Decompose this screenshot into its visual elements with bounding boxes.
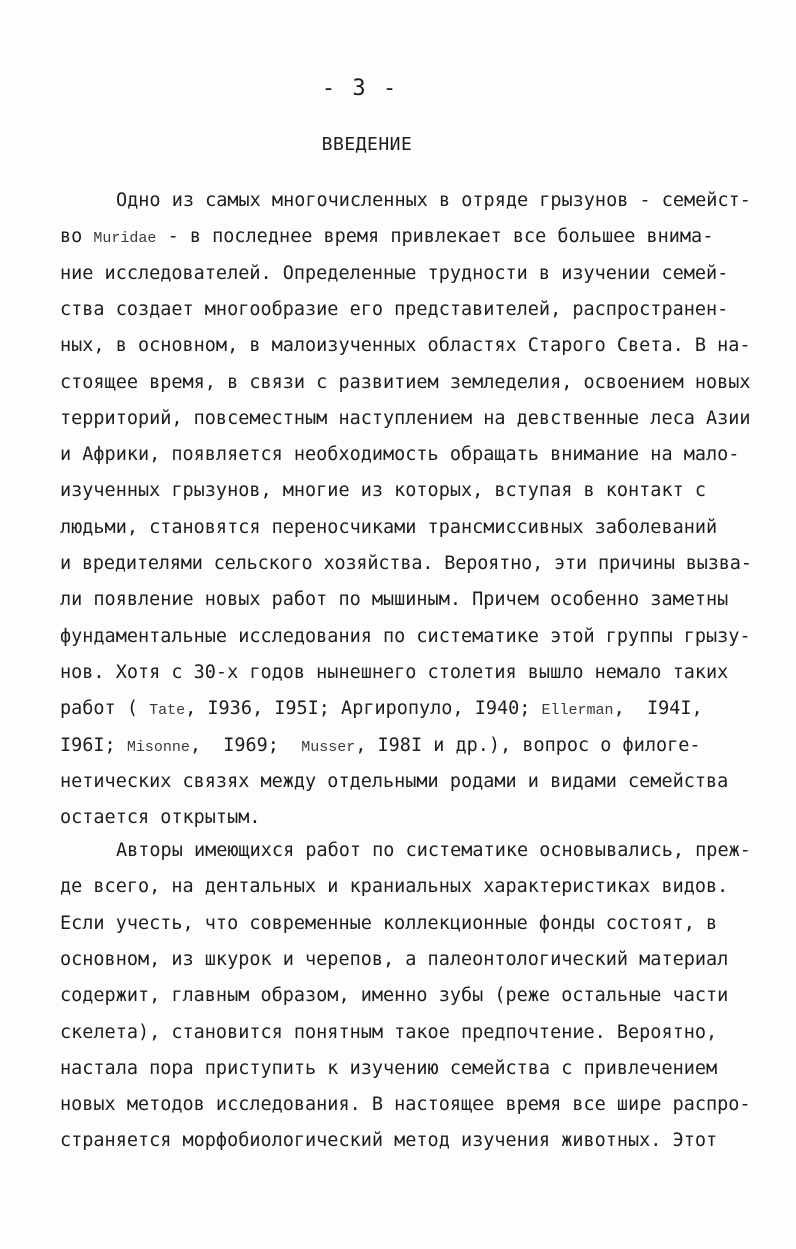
text-line (60, 913, 717, 935)
text-segment: де всего, на дентальных и краниальных характеристиках видов. (60, 876, 729, 898)
text-segment: страняется морфобиологический метод изучения животных. Этот (60, 1130, 718, 1152)
text-segment: нов. Хотя с 30-х годов нынешнего столетия вышло немало таких (60, 661, 729, 683)
page-number: - 3 - (321, 76, 399, 101)
text-line (60, 735, 701, 759)
text-segment: территорий, повсеместным наступлением на девственные леса Азии (60, 407, 751, 429)
text-segment: остается открытым. (60, 807, 261, 829)
text-segment: , I94I, (613, 698, 703, 720)
text-line (60, 553, 752, 575)
text-segment: людьми, становятся переносчиками трансмиссивных заболеваний (60, 516, 718, 538)
text-line (60, 517, 717, 539)
section-heading: ВВЕДЕНИЕ (321, 134, 413, 155)
text-segment: - в последнее время привлекает все большее внима- (156, 226, 714, 248)
text-segment: ства создает многообразие его представителей, распространен- (60, 298, 729, 320)
text-line (60, 226, 713, 250)
text-segment: изученных грызунов, многие из которых, вступая в контакт с (60, 480, 707, 502)
text-segment: , I98I и др.), вопрос о филоге- (355, 734, 701, 756)
text-line (60, 263, 728, 285)
text-line (60, 949, 728, 971)
text-segment: настала пора приступить к изучению семейства с привлечением (60, 1057, 718, 1079)
text-line (60, 662, 728, 684)
text-line (60, 1130, 717, 1152)
text-segment: ние исследователей. Определенные трудности в изучении семей- (60, 262, 729, 284)
text-segment: Если учесть, что современные коллекционные фонды состоят, в (60, 912, 718, 934)
text-segment: ли появление новых работ по мышиным. Причем особенно заметны (60, 589, 729, 611)
text-segment: I96I; (60, 734, 127, 756)
text-line (116, 840, 751, 862)
text-segment: содержит, главным образом, именно зубы (реже остальные части (60, 985, 729, 1007)
text-line (60, 771, 728, 793)
text-line (60, 480, 706, 502)
latin-name: Misonne (126, 738, 190, 756)
text-segment: и Африки, появляется необходимость обращать внимание на мало- (60, 444, 740, 466)
text-line (60, 299, 728, 321)
text-segment: фундаментальные исследования по систематике этой группы грызу- (60, 625, 751, 647)
text-segment: новых методов исследования. В настоящее время все шире распро- (60, 1094, 751, 1116)
latin-name: Ellerman (541, 702, 614, 720)
text-line (60, 876, 728, 898)
text-segment: Авторы имеющихся работ по систематике основывались, преж- (116, 840, 751, 861)
text-line (60, 1022, 717, 1044)
text-line (60, 444, 739, 466)
latin-name: Tate (149, 702, 186, 720)
latin-name: Musser (301, 738, 356, 756)
text-line (60, 589, 728, 611)
text-segment: работ ( (60, 698, 150, 720)
text-line (60, 335, 751, 357)
text-line (116, 190, 751, 212)
text-segment: нетических связях между отдельными родами и видами семейства (60, 770, 729, 792)
text-segment: основном, из шкурок и черепов, а палеонтологический материал (60, 948, 729, 970)
text-segment: Одно из самых многочисленных в отряде грызунов - семейст- (116, 190, 751, 211)
text-segment: , I969; (189, 734, 302, 756)
text-line (60, 1058, 717, 1080)
text-segment: во (60, 226, 94, 248)
text-segment: , I936, I95I; Аргиропуло, I940; (185, 698, 542, 720)
text-line (60, 1094, 751, 1116)
text-segment: и вредителями сельского хозяйства. Вероятно, эти причины вызва- (60, 553, 752, 574)
text-line (60, 985, 728, 1007)
text-line (60, 807, 260, 829)
text-line (60, 408, 751, 430)
latin-name: Muridae (93, 230, 157, 248)
text-segment: ных, в основном, в малоизученных областях Старого Света. В на- (60, 335, 751, 357)
text-line (60, 372, 751, 394)
text-segment: стоящее время, в связи с развитием земледелия, освоением новых (60, 371, 751, 393)
text-line (60, 698, 703, 722)
text-line (60, 626, 751, 648)
text-segment: скелета), становится понятным такое предпочтение. Вероятно, (60, 1021, 718, 1043)
